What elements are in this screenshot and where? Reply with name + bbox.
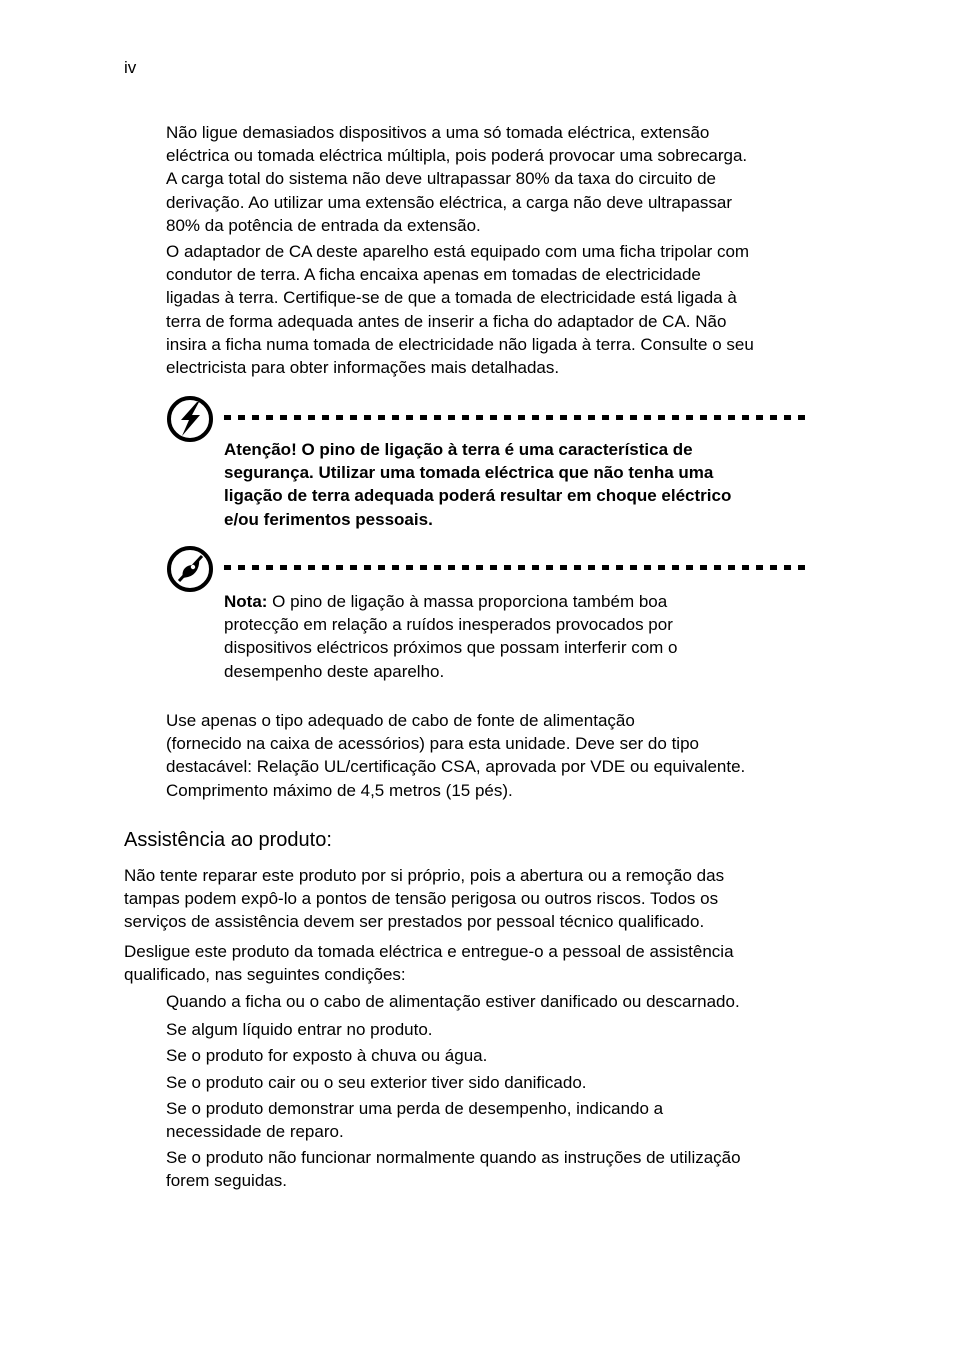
list-item [166,990,740,1013]
unplug-paragraph [124,940,734,986]
note-label: Nota: [224,592,268,611]
text-line: insira a ficha numa tomada de electricidade não ligada à terra. Consulte o seu [166,334,754,354]
text-line: Quando a ficha ou o cabo de alimentação estiver danificado ou descarnado. [166,992,740,1011]
text-line: e/ou ferimentos pessoais. [224,509,433,529]
text-line: Se algum líquido entrar no produto. [166,1020,433,1039]
section-heading: Assistência ao produto: [124,829,332,851]
warning-text [224,438,731,531]
text-line: Não ligue demasiados dispositivos a uma só tomada eléctrica, extensão [166,123,710,142]
text-line: Desligue este produto da tomada eléctrica e entregue-o a pessoal de assistência [124,942,734,961]
text-line: electricista para obter informações mais detalhadas. [166,358,560,378]
text-line: necessidade de reparo. [166,1122,344,1142]
text-line: Se o produto cair ou o seu exterior tiver sido danificado. [166,1073,587,1092]
page-number: iv [124,58,137,77]
list-item [166,1097,663,1143]
note-text [224,590,678,683]
text-line: qualificado, nas seguintes condições: [124,965,406,985]
text-line: condutor de terra. A ficha encaixa apenas em tomadas de electricidade [166,265,701,285]
list-item [166,1146,741,1192]
text-line: ligadas à terra. Certifique-se de que a tomada de electricidade está ligada à [166,288,737,308]
text-line: forem seguidas. [166,1171,287,1191]
text-line: serviços de assistência devem ser prestados por pessoal técnico qualificado. [124,912,705,932]
note-first-line: O pino de ligação à massa proporciona também boa [267,592,668,611]
text-line: segurança. Utilizar uma tomada eléctrica que não tenha uma [224,463,714,483]
text-line: desempenho deste aparelho. [224,661,445,681]
power-cable-paragraph [166,709,745,802]
grounding-paragraph [166,240,754,379]
text-line: Atenção! O pino de ligação à terra é uma característica de [224,440,693,459]
text-line: destacável: Relação UL/certificação CSA, aprovada por VDE ou equivalente. [166,757,746,777]
list-item [166,1044,487,1067]
text-line: A carga total do sistema não deve ultrapassar 80% da taxa do circuito de [166,169,716,189]
text-line: derivação. Ao utilizar uma extensão eléctrica, a carga não deve ultrapassar [166,192,733,212]
service-paragraph [124,864,724,934]
text-line: Comprimento máximo de 4,5 metros (15 pés). [166,780,513,800]
text-line: Não tente reparar este produto por si próprio, pois a abertura ou a remoção das [124,866,725,885]
text-line: dispositivos eléctricos próximos que possam interferir com o [224,638,678,658]
text-line: tampas podem expô-lo a pontos de tensão perigosa ou outros riscos. Todos os [124,889,719,909]
note-divider [224,565,810,570]
list-item [166,1018,433,1041]
text-line: terra de forma adequada antes de inserir a ficha do adaptador de CA. Não [166,311,727,331]
note-pen-icon [166,545,214,593]
text-line: O adaptador de CA deste aparelho está equipado com uma ficha tripolar com [166,242,750,261]
text-line: Se o produto não funcionar normalmente quando as instruções de utilização [166,1148,741,1167]
overload-paragraph [166,121,747,237]
lightning-warning-icon [166,395,214,443]
text-line: Se o produto demonstrar uma perda de desempenho, indicando a [166,1099,664,1118]
text-line: eléctrica ou tomada eléctrica múltipla, pois poderá provocar uma sobrecarga. [166,146,748,166]
warning-divider [224,415,810,420]
text-line: 80% da potência de entrada da extensão. [166,215,481,235]
text-line: ligação de terra adequada poderá resultar em choque eléctrico [224,486,732,506]
text-line: Se o produto for exposto à chuva ou água. [166,1046,488,1065]
text-line: (fornecido na caixa de acessórios) para esta unidade. Deve ser do tipo [166,734,699,754]
text-line: protecção em relação a ruídos inesperados provocados por [224,615,673,635]
list-item [166,1071,587,1094]
text-line: Use apenas o tipo adequado de cabo de fonte de alimentação [166,711,635,730]
text-line [224,590,678,613]
